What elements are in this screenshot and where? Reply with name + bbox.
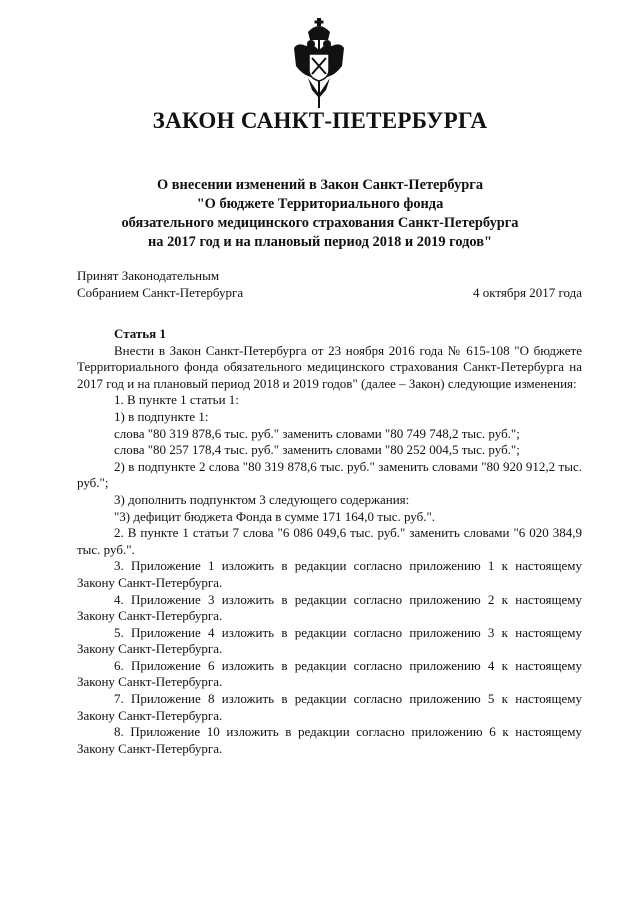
paragraph: 1) в подпункте 1: — [114, 408, 209, 424]
paragraph: Внести в Закон Санкт-Петербурга от 23 ноября 2016 года № 615-108 "О бюджете Территориального фонда обязательного медицинского страхования Санкт-Петербурга на 2017 год и на плановый период 2018 и 2019 годов" (далее – Закон) следующие изменения: — [77, 342, 582, 391]
adopted-line: Собранием Санкт-Петербурга — [77, 285, 244, 300]
paragraph: "3) дефицит бюджета Фонда в сумме 171 164,0 тыс. руб.". — [114, 508, 436, 524]
paragraph: 2) в подпункте 2 слова "80 319 878,6 тыс. руб." заменить словами "80 920 912,2 тыс. руб."; — [77, 458, 582, 491]
paragraph: 3) дополнить подпунктом 3 следующего содержания: — [114, 491, 410, 507]
article-heading: Статья 1 — [114, 326, 166, 341]
paragraph: 3. Приложение 1 изложить в редакции согласно приложению 1 к настоящему Закону Санкт-Петербурга. — [77, 558, 582, 590]
paragraph: слова "80 319 878,6 тыс. руб." заменить словами "80 749 748,2 тыс. руб."; — [114, 425, 520, 441]
paragraph: 2. В пункте 1 статьи 7 слова "6 086 049,6 тыс. руб." заменить словами "6 020 384,9 тыс. руб.". — [77, 525, 582, 557]
paragraph: 5. Приложение 4 изложить в редакции согласно приложению 3 к настоящему Закону Санкт-Петербурга. — [77, 624, 582, 657]
subject-line: на 2017 год и на плановый период 2018 и 2019 годов" — [148, 234, 492, 250]
paragraph: 1. В пункте 1 статьи 1: — [114, 392, 239, 408]
paragraph: 4. Приложение 3 изложить в редакции согласно приложению 2 к настоящему Закону Санкт-Петербурга. — [77, 591, 582, 624]
paragraph: слова "80 257 178,4 тыс. руб." заменить словами "80 252 004,5 тыс. руб."; — [114, 442, 520, 458]
paragraph: 6. Приложение 6 изложить в редакции согласно приложению 4 к настоящему Закону Санкт-Петербурга. — [77, 657, 582, 690]
document-title: ЗАКОН САНКТ-ПЕТЕРБУРГА — [152, 108, 488, 133]
subject-line: О внесении изменений в Закон Санкт-Петербурга — [156, 177, 484, 193]
subject-line: обязательного медицинского страхования Санкт-Петербурга — [121, 215, 519, 231]
paragraph: 7. Приложение 8 изложить в редакции согласно приложению 5 к настоящему Закону Санкт-Петербурга. — [77, 691, 582, 723]
subject-line: "О бюджете Территориального фонда — [196, 196, 444, 212]
adopted-line: Принят Законодательным — [77, 268, 220, 283]
coat-of-arms-emblem — [288, 18, 350, 108]
document-body — [77, 326, 582, 757]
paragraph: 8. Приложение 10 изложить в редакции согласно приложению 6 к настоящему Закону Санкт-Петербурга. — [77, 724, 582, 756]
law-subject — [60, 176, 580, 252]
adopted-by — [77, 267, 243, 301]
adoption-date: 4 октября 2017 года — [473, 285, 582, 300]
